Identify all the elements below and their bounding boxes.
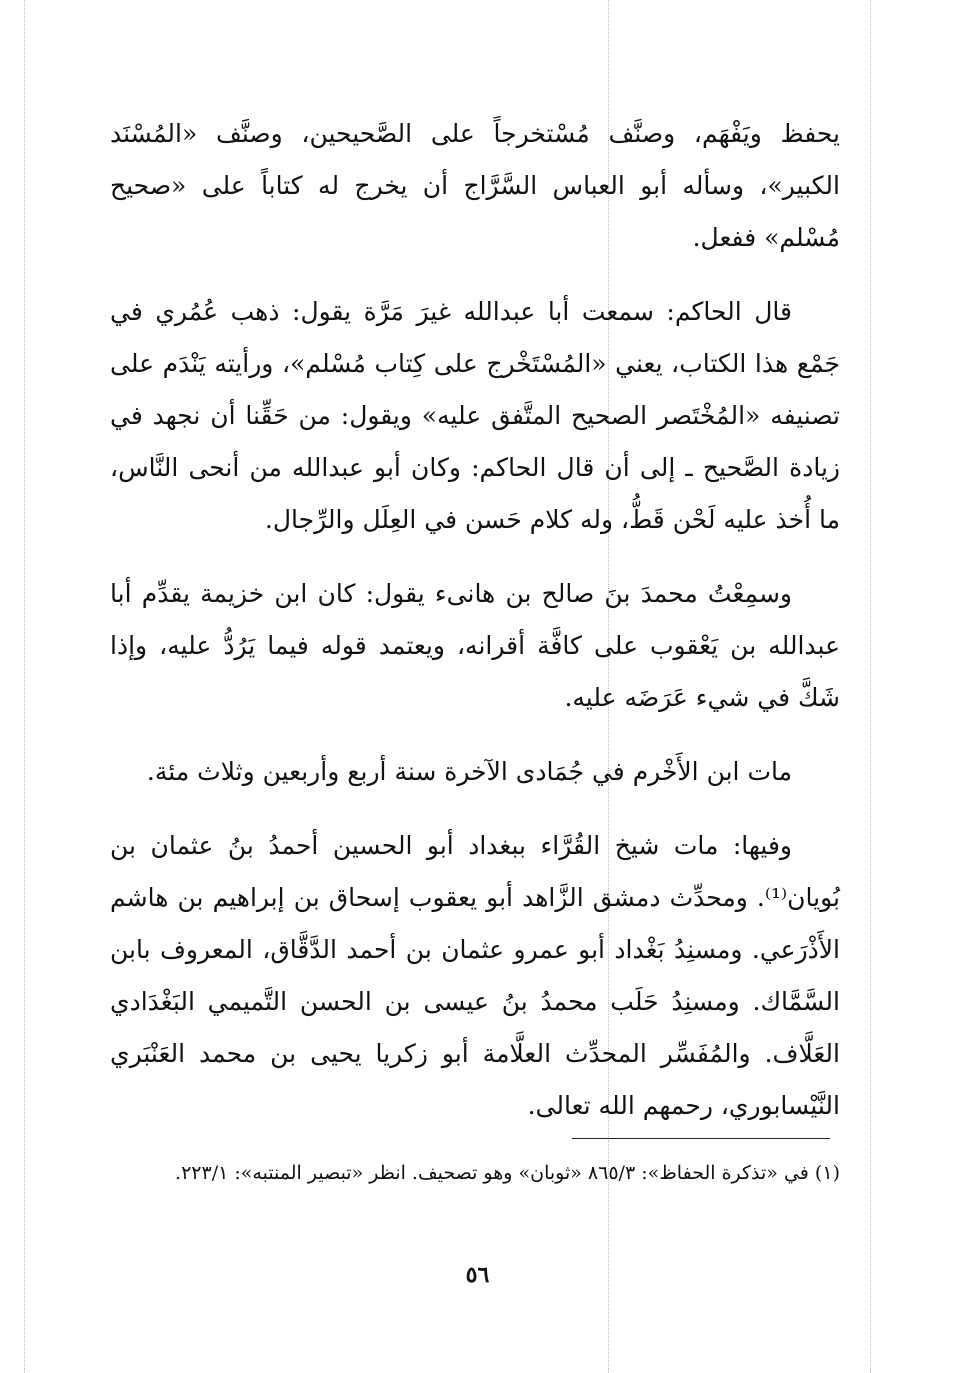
paragraph-2: قال الحاكم: سمعت أبا عبدالله غيرَ مَرَّة يقول: ذهب عُمُري في جَمْع هذا الكتاب، يعني «المُسْتَخْرج على كِتاب مُسْلم»، ورأيته يَنْدَم على تصنيفه «المُخْتَصر الصحيح المتَّفق عليه» ويقول: من حَقِّنا أن نجهد في زيادة الصَّحيح ـ إلى أن قال الحاكم: وكان أبو عبدالله من أنحى النَّاس، ما أُخذ عليه لَحْن قَطُّ، وله كلام حَسن في العِلَل والرِّجال. — [110, 297, 840, 534]
paragraph-5: وفيها: مات شيخ القُرَّاء ببغداد أبو الحسين أحمدُ بنُ عثمان بن بُويان⁽¹⁾. ومحدِّث دمشق الزَّاهد أبو يعقوب إسحاق بن إبراهيم بن هاشم الأَذْرَعي. ومسنِدُ بَغْداد أبو عمرو عثمان بن أحمد الدَّقَّاق، المعروف بابن السَّمَّاك. ومسنِدُ حَلَب محمدُ بنُ عيسى بن الحسن التَّميمي البَغْدَادي العَلَّاف. والمُفَسِّر المحدِّث العلَّامة أبو زكريا يحيى بن محمد العَنْبَري النَّيْسابوري، رحمهم الله تعالى. — [110, 831, 840, 1120]
paragraph-1: يحفظ ويَفْهَم، وصنَّف مُسْتخرجاً على الصَّحيحين، وصنَّف «المُسْنَد الكبير»، وسأله أبو العباس السَّرَّاج أن يخرج له كتاباً على «صحيح مُسْلم» ففعل. — [110, 119, 840, 252]
margin-guide-right — [870, 0, 871, 1373]
page-body — [110, 108, 840, 1154]
page-number: ٥٦ — [465, 1262, 490, 1288]
paragraph-4: مات ابن الأَخْرم في جُمَادى الآخرة سنة أربع وأربعين وثلاث مئة. — [146, 757, 792, 786]
paragraph-3: وسمِعْتُ محمدَ بنَ صالح بن هانىء يقول: كان ابن خزيمة يقدِّم أبا عبدالله بن يَعْقوب على كافَّة أقرانه، ويعتمد قوله فيما يَرُدُّ عليه، وإذا شَكَّ في شيء عَرَضَه عليه. — [110, 579, 840, 712]
footnote-separator — [572, 1138, 830, 1139]
footnote: (١) في «تذكرة الحفاظ»: ٨٦٥/٣ «ثوبان» وهو تصحيف. انظر «تبصير المنتبه»: ٢٢٣/١. — [175, 1162, 840, 1184]
margin-guide-left — [24, 0, 25, 1373]
